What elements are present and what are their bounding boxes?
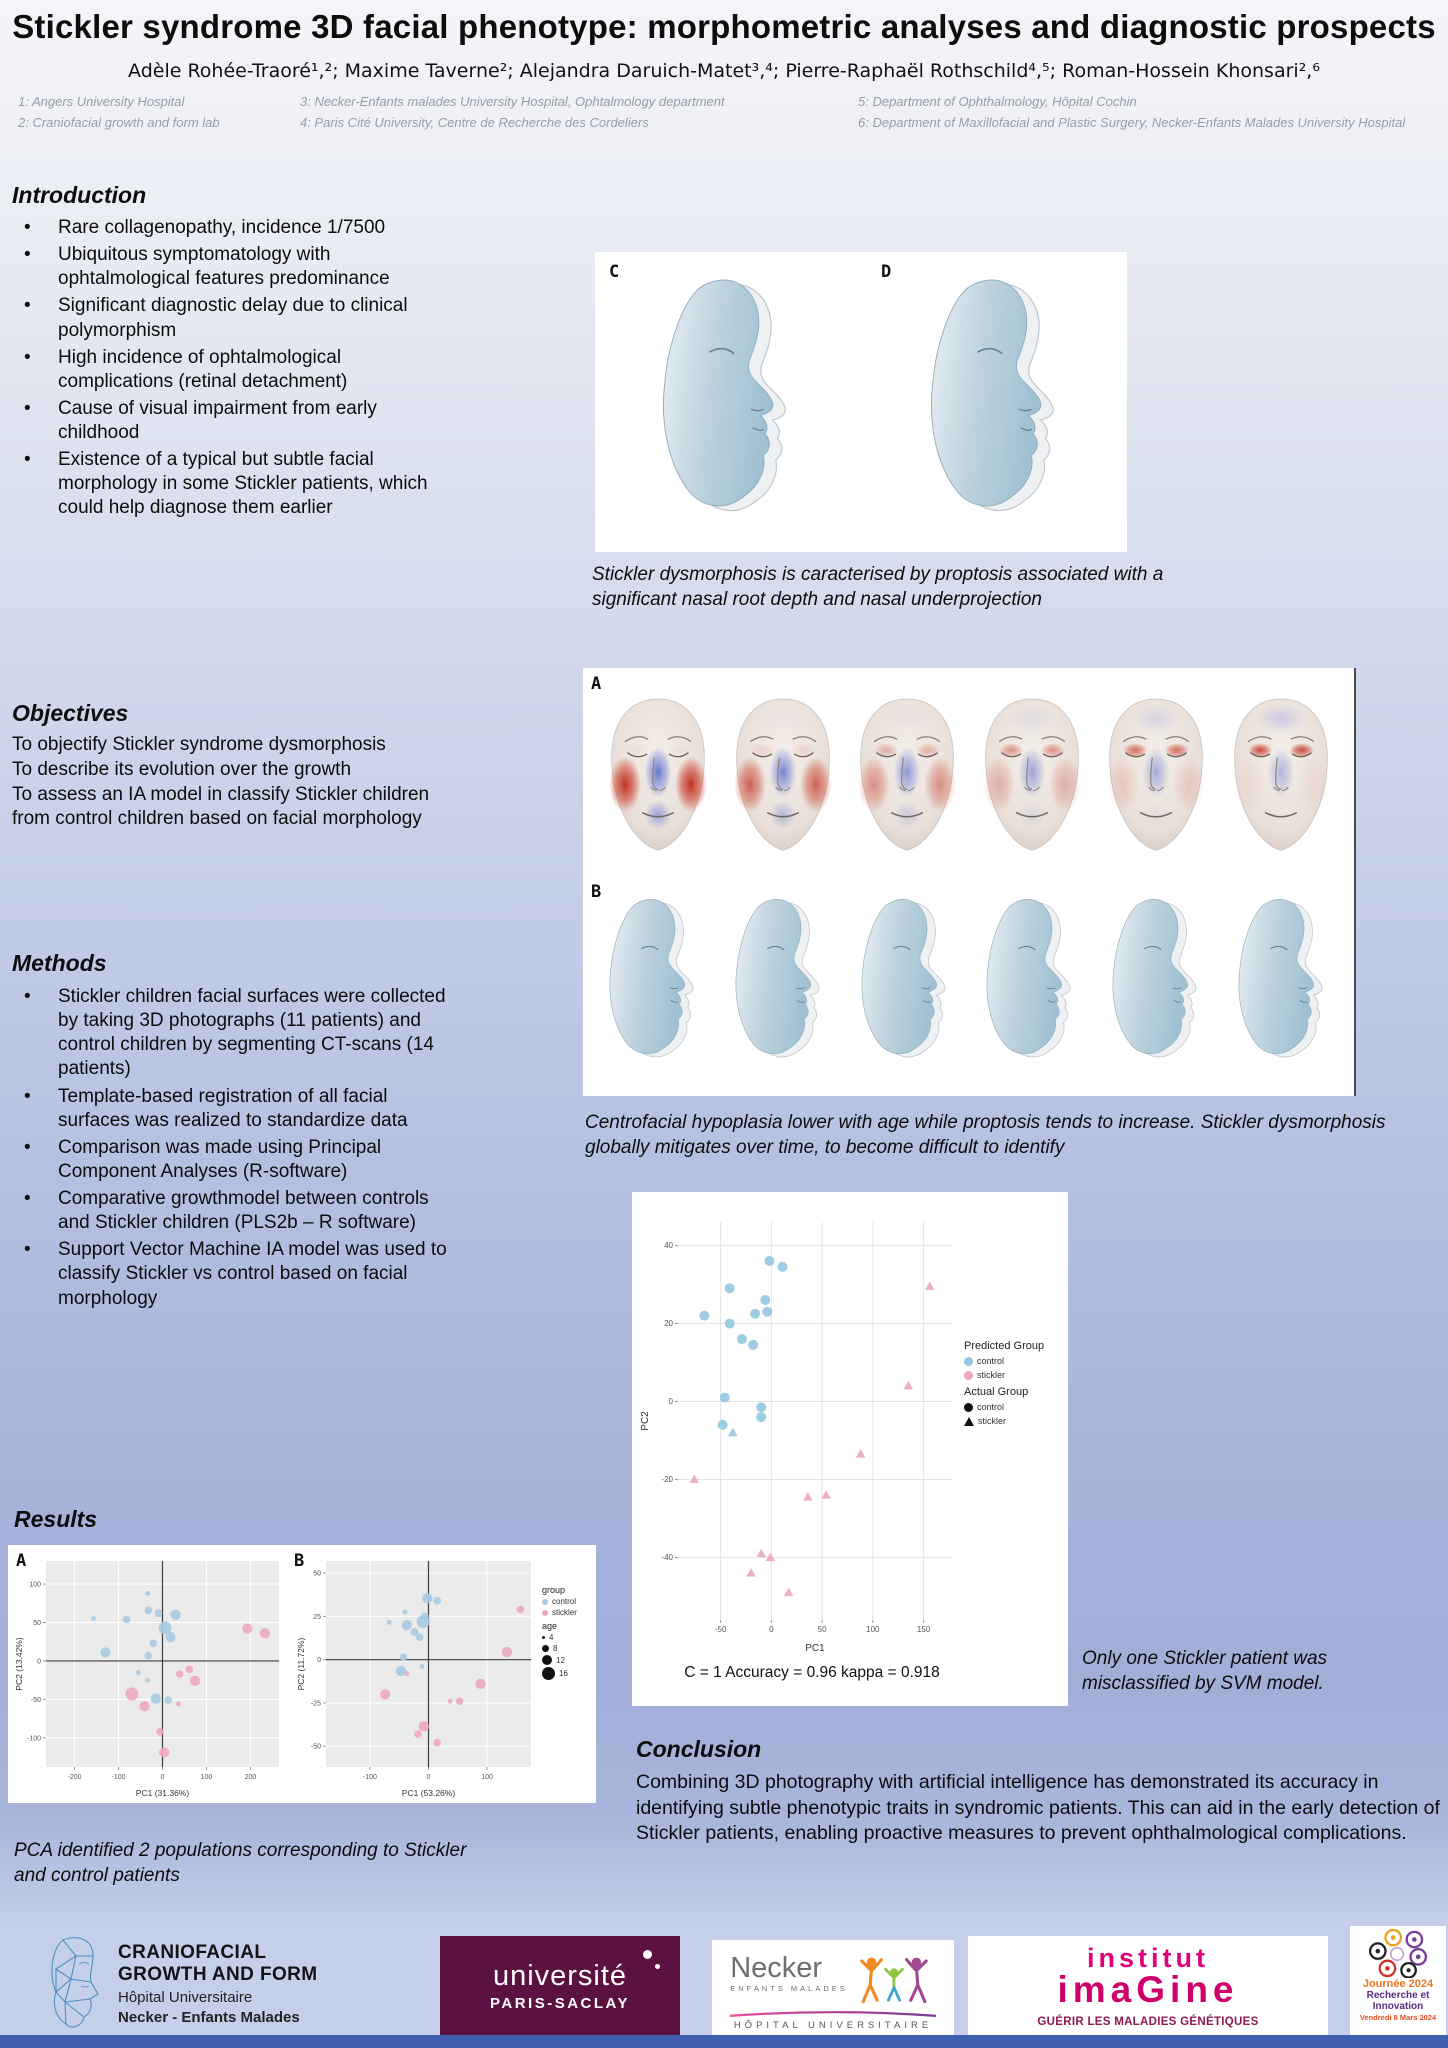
objectives-line: To objectify Stickler syndrome dysmorphosis xyxy=(12,734,386,755)
journee-icons xyxy=(1353,1928,1443,1978)
affiliation-item: 3: Necker-Enfants malades University Hospital, Ophtalmology department xyxy=(300,94,725,109)
figure-svm-panel xyxy=(632,1192,1068,1706)
svg-text:PC1 (53.26%): PC1 (53.26%) xyxy=(401,1788,456,1798)
face-front xyxy=(846,694,968,859)
svg-text:100: 100 xyxy=(29,1581,41,1589)
face-profile xyxy=(1226,894,1342,1073)
universite-paris-saclay-logo xyxy=(440,1936,680,2036)
pca-legend xyxy=(542,1581,594,1682)
svg-text:-50: -50 xyxy=(310,1743,321,1751)
section-heading-methods: Methods xyxy=(12,950,107,976)
figure-pca-panel xyxy=(8,1545,596,1803)
legend-size-dot xyxy=(542,1645,549,1652)
figure-label-b: B xyxy=(591,882,602,902)
necker-hospital-logo xyxy=(712,1940,954,2044)
svg-text:100: 100 xyxy=(200,1774,213,1781)
face-row-profile xyxy=(597,894,1342,1078)
list-item: • Comparison was made using Principal Component Analyses (R-software) xyxy=(12,1136,460,1184)
legend-label: stickler xyxy=(978,1416,1007,1426)
face-front-5 xyxy=(1095,694,1217,864)
logo-line: ENFANTS MALADES xyxy=(730,1983,848,1993)
legend-label: 16 xyxy=(559,1669,568,1678)
logo-line: Journée 2024 xyxy=(1362,1978,1434,1990)
face-front xyxy=(597,694,719,859)
logo-line: Hôpital Universitaire xyxy=(118,1988,253,2006)
svg-text:-200: -200 xyxy=(67,1774,82,1781)
logo-line: imaGine xyxy=(1057,1969,1239,2011)
logo-line: GROWTH AND FORM xyxy=(118,1963,318,1985)
svm-stats-line: C = 1 Accuracy = 0.96 kappa = 0.918 xyxy=(684,1664,940,1681)
section-heading-conclusion: Conclusion xyxy=(636,1736,762,1762)
svg-text:40: 40 xyxy=(664,1240,673,1250)
logo-line: CRANIOFACIAL xyxy=(118,1941,267,1963)
introduction-list xyxy=(12,216,458,524)
face-front xyxy=(1095,694,1217,859)
face-front xyxy=(1220,694,1342,859)
swoosh-line xyxy=(728,2010,938,2018)
face-front-3 xyxy=(846,694,968,864)
journee-2024-logo xyxy=(1350,1926,1446,2040)
logo-line: PARIS-SACLAY xyxy=(489,1995,631,2012)
svg-text:200: 200 xyxy=(244,1774,257,1781)
institut-imagine-logo xyxy=(968,1936,1328,2038)
svm-scatter-plot xyxy=(640,1214,958,1659)
svg-text:0: 0 xyxy=(317,1657,321,1665)
svg-text:0: 0 xyxy=(37,1658,41,1666)
figure-svm-caption: Only one Stickler patient was misclassified by SVM model. xyxy=(1082,1648,1328,1695)
legend-size-dot xyxy=(542,1655,552,1665)
list-item: • High incidence of ophtalmological complications (retinal detachment) xyxy=(12,346,458,394)
svg-text:-25: -25 xyxy=(310,1700,321,1708)
methods-list xyxy=(12,985,460,1314)
page-title: Stickler syndrome 3D facial phenotype: morphometric analyses and diagnostic prospects xyxy=(12,8,1436,45)
face-profile xyxy=(597,894,713,1073)
legend-label: 4 xyxy=(549,1633,554,1642)
svg-text:100: 100 xyxy=(481,1774,493,1781)
objectives-line: To describe its evolution over the growth xyxy=(12,759,352,781)
face-profile xyxy=(895,272,1100,534)
face-profile-2 xyxy=(723,894,839,1078)
logo-line: Necker xyxy=(730,1951,823,1984)
affiliation-column-1 xyxy=(18,92,220,134)
list-item: • Cause of visual impairment from early childhood xyxy=(12,397,458,445)
svg-text:-20: -20 xyxy=(661,1475,673,1485)
face-profile-5 xyxy=(1100,894,1216,1078)
legend-triangle-marker xyxy=(964,1417,974,1426)
conclusion-text: Combining 3D photography with artificial intelligence has demonstrated its accuracy in identifying subtle phenotypic traits in syndromic patients. This can aid in the early detection of Stickler patients, enabling proactive measures to prevent ophthalmological complications. xyxy=(636,1771,1440,1845)
list-item: • Ubiquitous symptomatology with ophtalmological features predominance xyxy=(12,243,458,291)
affiliation-item: 1: Angers University Hospital xyxy=(18,94,185,109)
face-front xyxy=(722,694,844,859)
svm-legend xyxy=(964,1334,1064,1430)
svg-text:PC2 (11.72%): PC2 (11.72%) xyxy=(296,1637,306,1691)
svg-text:150: 150 xyxy=(916,1625,931,1634)
svg-text:-100: -100 xyxy=(111,1774,126,1781)
svg-text:PC1 (31.36%): PC1 (31.36%) xyxy=(135,1788,190,1798)
svg-text:50: 50 xyxy=(817,1625,827,1634)
svg-text:-50: -50 xyxy=(30,1696,41,1704)
face-front-2 xyxy=(722,694,844,864)
face-profile xyxy=(849,894,965,1073)
legend-swatch-control xyxy=(964,1357,973,1366)
affiliation-column-2 xyxy=(300,92,725,134)
face-profile-overlay-c xyxy=(627,272,832,539)
wireframe-head-icon xyxy=(40,1934,112,2034)
figure-cd-panel xyxy=(595,252,1127,552)
authors-line: Adèle Rohée-Traoré¹,²; Maxime Taverne²; Alejandra Daruich-Matet³,⁴; Pierre-Raphaël Rothschild⁴,⁵; Roman-Hossein Khonsari²,⁶ xyxy=(128,60,1320,82)
figure-label-d: D xyxy=(881,262,892,282)
legend-circle-marker xyxy=(964,1403,973,1412)
face-profile xyxy=(627,272,832,534)
svg-text:0: 0 xyxy=(769,1625,774,1634)
figure-label-a: A xyxy=(591,674,602,694)
legend-label: control xyxy=(977,1402,1005,1412)
logo-line: université xyxy=(492,1960,628,1992)
logo-line: Necker - Enfants Malades xyxy=(118,2008,300,2026)
craniofacial-lab-text xyxy=(118,1942,318,2026)
svg-text:50: 50 xyxy=(33,1619,41,1627)
legend-swatch-stickler xyxy=(542,1610,548,1616)
svg-text:PC1: PC1 xyxy=(805,1643,825,1654)
svg-text:-100: -100 xyxy=(26,1735,41,1743)
logo-dot xyxy=(643,1950,652,1959)
face-front-6 xyxy=(1220,694,1342,864)
legend-size-dot xyxy=(542,1667,555,1680)
face-profile-1 xyxy=(597,894,713,1078)
section-heading-results: Results xyxy=(14,1506,98,1532)
figure-label-a: A xyxy=(16,1551,27,1571)
legend-title: Actual Group xyxy=(964,1386,1029,1398)
svg-text:0: 0 xyxy=(668,1396,673,1406)
svg-text:-50: -50 xyxy=(714,1625,727,1634)
list-item: • Support Vector Machine IA model was used to classify Stickler vs control based on facial morphology xyxy=(12,1238,460,1310)
svg-text:25: 25 xyxy=(313,1613,321,1621)
face-front-4 xyxy=(971,694,1093,864)
face-profile-overlay-d xyxy=(895,272,1100,539)
logo-line: HÔPITAL UNIVERSITAIRE xyxy=(733,2019,933,2031)
logo-line: institut xyxy=(1087,1942,1209,1973)
logo-dot xyxy=(655,1964,660,1969)
face-front-1 xyxy=(597,694,719,864)
legend-label: 8 xyxy=(553,1644,558,1653)
craniofacial-lab-logo xyxy=(40,1933,370,2035)
affiliation-item: 2: Craniofacial growth and form lab xyxy=(18,114,220,130)
list-item: • Rare collagenopathy, incidence 1/7500 xyxy=(12,216,458,240)
legend-label: stickler xyxy=(977,1370,1006,1380)
svg-text:50: 50 xyxy=(313,1570,321,1578)
face-row-frontal xyxy=(597,694,1342,864)
face-profile xyxy=(974,894,1090,1073)
pca-plot-b xyxy=(296,1551,536,1804)
section-heading-objectives: Objectives xyxy=(12,700,129,726)
legend-swatch-control xyxy=(542,1599,548,1605)
legend-size-dot xyxy=(542,1636,545,1639)
face-profile xyxy=(723,894,839,1073)
face-profile-3 xyxy=(849,894,965,1078)
legend-swatch-stickler xyxy=(964,1371,973,1380)
legend-label: stickler xyxy=(552,1608,577,1617)
svg-text:100: 100 xyxy=(866,1625,880,1634)
objectives-line: To assess an IA model in classify Stickler children from control children based on facial morphology xyxy=(12,784,430,830)
list-item: • Existence of a typical but subtle facial morphology in some Stickler patients, which could help diagnose them earlier xyxy=(12,448,458,520)
bottom-accent-bar xyxy=(0,2035,1448,2048)
svg-text:PC2 (13.42%): PC2 (13.42%) xyxy=(14,1637,24,1691)
affiliation-column-3 xyxy=(858,92,1405,134)
svg-text:-40: -40 xyxy=(661,1553,673,1563)
list-item: • Template-based registration of all facial surfaces was realized to standardize data xyxy=(12,1085,460,1133)
legend-title: group xyxy=(542,1585,566,1595)
pca-plot-a xyxy=(14,1551,284,1804)
legend-label: control xyxy=(552,1597,577,1606)
face-profile-6 xyxy=(1226,894,1342,1078)
svg-text:PC2: PC2 xyxy=(640,1411,651,1431)
legend-label: 12 xyxy=(556,1655,565,1665)
face-front xyxy=(971,694,1093,859)
list-item: • Comparative growthmodel between controls and Stickler children (PLS2b – R software) xyxy=(12,1187,460,1235)
svg-text:-100: -100 xyxy=(362,1774,377,1781)
figure-label-c: C xyxy=(609,262,620,282)
legend-title: Predicted Group xyxy=(964,1340,1045,1352)
face-profile xyxy=(1100,894,1216,1073)
svg-text:0: 0 xyxy=(426,1774,431,1781)
figure-ab-caption: Centrofacial hypoplasia lower with age while proptosis tends to increase. Stickler dysmorphosis globally mitigates over time, to become difficult to identify xyxy=(585,1112,1386,1159)
figure-pca-caption: PCA identified 2 populations corresponding to Stickler and control patients xyxy=(14,1840,467,1887)
logo-line: Vendredi 8 Mars 2024 xyxy=(1359,2013,1437,2022)
affiliation-item: 6: Department of Maxillofacial and Plastic Surgery, Necker-Enfants Malades University Hospital xyxy=(858,114,1406,130)
affiliation-item: 4: Paris Cité University, Centre de Recherche des Cordeliers xyxy=(300,114,649,130)
logo-line: GUÉRIR LES MALADIES GÉNÉTIQUES xyxy=(1037,2016,1259,2029)
panel-edge-line xyxy=(1354,668,1356,1096)
svg-text:20: 20 xyxy=(664,1318,673,1328)
objectives-text xyxy=(12,733,458,833)
figure-label-b: B xyxy=(294,1551,305,1571)
necker-people-icon xyxy=(852,1954,936,2010)
affiliation-item: 5: Department of Ophthalmology, Hôpital Cochin xyxy=(858,94,1137,109)
svg-text:0: 0 xyxy=(160,1774,165,1781)
list-item: • Significant diagnostic delay due to clinical polymorphism xyxy=(12,294,458,342)
face-profile-4 xyxy=(974,894,1090,1078)
section-heading-introduction: Introduction xyxy=(12,182,147,208)
legend-label: control xyxy=(977,1356,1005,1366)
figure-cd-caption: Stickler dysmorphosis is caracterised by proptosis associated with a significant nasal root depth and nasal underprojection xyxy=(592,564,1164,611)
figure-ab-panel xyxy=(583,668,1356,1096)
legend-title: age xyxy=(542,1621,558,1631)
logo-line: Recherche et Innovation xyxy=(1366,1990,1430,2012)
list-item: • Stickler children facial surfaces were collected by taking 3D photographs (11 patients) and control children by segmenting CT-scans (14 patients) xyxy=(12,985,460,1082)
